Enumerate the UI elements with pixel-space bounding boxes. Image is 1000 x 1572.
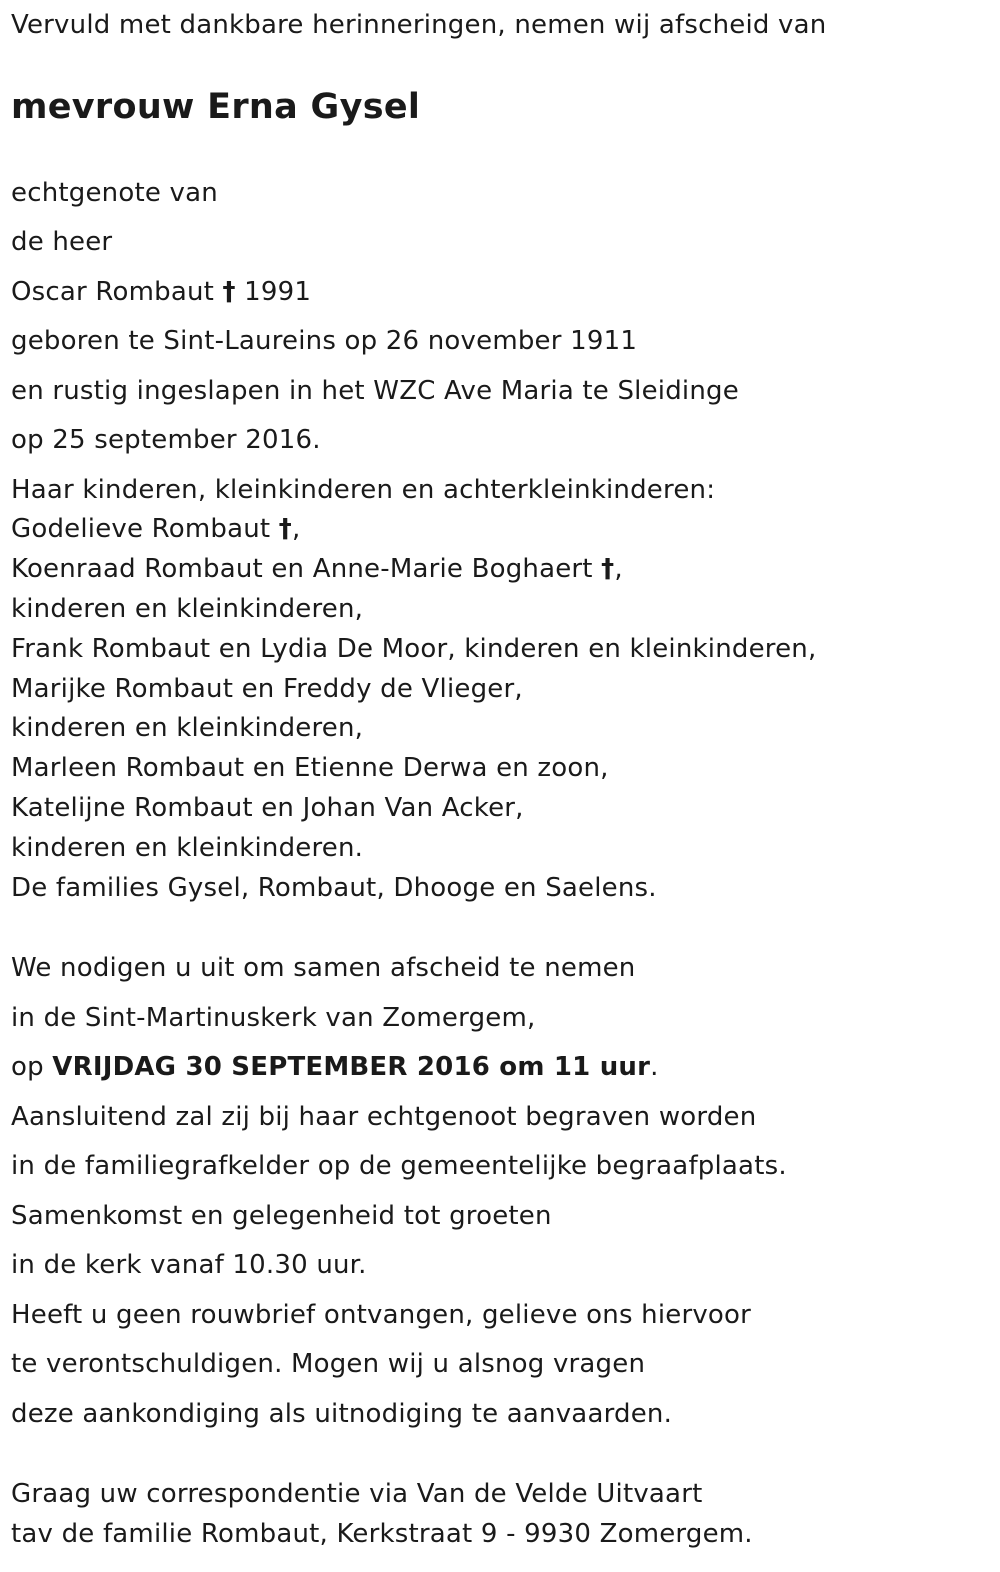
service-period: . [650,1052,659,1082]
correspondence-line-1: Graag uw correspondentie via Van de Velde Uitvaart [11,1479,703,1509]
died-text-2: op 25 september 2016. [11,425,321,455]
service-line-4: Aansluitend zal zij bij haar echtgenoot begraven worden [11,1102,757,1132]
family-line-koenraad [11,554,623,584]
died-text-1: en rustig ingeslapen in het WZC Ave Maria te Sleidinge [11,376,739,406]
service-line-10: deze aankondiging als uitnodiging te aanvaarden. [11,1399,673,1429]
cross-icon: † [278,514,292,544]
spouse-death-year: 1991 [235,277,312,307]
spouse-name-line [11,277,311,307]
family-line-10: kinderen en kleinkinderen. [11,833,364,863]
family-godelieve-tail: , [291,514,301,544]
service-line-7: in de kerk vanaf 10.30 uur. [11,1250,367,1280]
family-line-11: De families Gysel, Rombaut, Dhooge en Saelens. [11,873,657,903]
family-line-5: Frank Rombaut en Lydia De Moor, kinderen en kleinkinderen, [11,634,817,664]
family-koenraad-tail: , [614,554,623,584]
family-line-9: Katelijne Rombaut en Johan Van Acker, [11,793,524,823]
service-op: op [11,1052,53,1082]
service-date-line [11,1052,659,1082]
service-line-1: We nodigen u uit om samen afscheid te nemen [11,953,636,983]
family-line-7: kinderen en kleinkinderen, [11,713,364,743]
service-line-9: te verontschuldigen. Mogen wij u alsnog vragen [11,1349,646,1379]
spouse-line-2: de heer [11,227,113,257]
spouse-name: Oscar Rombaut [11,277,223,307]
family-godelieve: Godelieve Rombaut [11,514,279,544]
family-line-godelieve [11,514,300,544]
family-line-4: kinderen en kleinkinderen, [11,594,364,624]
service-line-6: Samenkomst en gelegenheid tot groeten [11,1201,552,1231]
family-line-6: Marijke Rombaut en Freddy de Vlieger, [11,674,523,704]
deceased-name: mevrouw Erna Gysel [11,87,421,127]
cross-icon: † [222,277,236,307]
family-line-8: Marleen Rombaut en Etienne Derwa en zoon, [11,753,609,783]
service-line-8: Heeft u geen rouwbrief ontvangen, gelieve ons hiervoor [11,1300,752,1330]
family-koenraad: Koenraad Rombaut en Anne-Marie Boghaert [11,554,602,584]
cross-icon: † [601,554,615,584]
service-date: VRIJDAG 30 SEPTEMBER 2016 om 11 uur [52,1052,651,1082]
born-text: geboren te Sint-Laureins op 26 november 1911 [11,326,638,356]
service-line-2: in de Sint-Martinuskerk van Zomergem, [11,1003,536,1033]
intro-text: Vervuld met dankbare herinneringen, nemen wij afscheid van [11,10,827,40]
spouse-line-1: echtgenote van [11,178,218,208]
correspondence-line-2: tav de familie Rombaut, Kerkstraat 9 - 9930 Zomergem. [11,1519,753,1549]
service-line-5: in de familiegrafkelder op de gemeentelijke begraafplaats. [11,1151,787,1181]
family-heading: Haar kinderen, kleinkinderen en achterkleinkinderen: [11,475,716,505]
